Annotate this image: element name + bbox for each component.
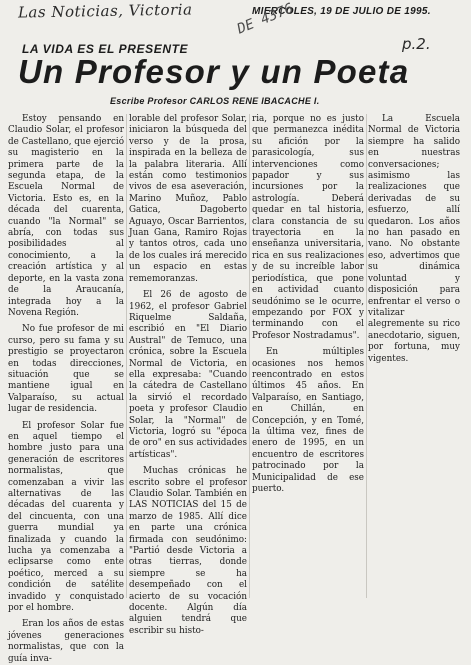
paragraph: Muchas crónicas he escrito sobre el profesor Claudio Solar. También en LAS NOTICIAS del 15 de marzo de 1985. Allí dice en parte una crónica firmada con seudónimo: "Partió desde Victoria a otras tierras, donde siempre se ha desempeñado con el acierto de su vocación docente. Algún día alguien tendrá que escribir su histo- xyxy=(129,466,247,636)
column-rule xyxy=(126,114,127,598)
article-column-1 xyxy=(8,114,124,664)
dateline: MIERCOLES, 19 DE JULIO DE 1995. xyxy=(252,6,431,17)
paragraph: ria, porque no es justo que permanezca inédita su afición por la parasicología, sus intervenciones como papador y sus incursiones por la astrología. Deberá quedar en tal historia, clara constancia de su trayectoria en la enseñanza universitaria, rica en sus realizaciones y de su increíble labor periodística, que pone en actividad cuanto seudónimo se le ocurre, empezando por FOX y terminando con el Profesor Nostradamus". xyxy=(252,114,364,341)
headline: Un Profesor y un Poeta xyxy=(18,53,410,90)
column-rule xyxy=(366,114,367,598)
article-column-4 xyxy=(368,114,460,600)
byline: Escribe Profesor CARLOS RENE IBACACHE I. xyxy=(110,96,320,106)
paragraph: Estoy pensando en Claudio Solar, el profesor de Castellano, que ejerció su magisterio en la primera parte de la segunda etapa, de la Escuela Normal de Victoria. Esto es, en la década del cuarenta, cuando "la Normal" se abría, con todas sus posibilidades al conocimiento, a la creación artística y al deporte, en la vasta zona de la Araucanía, integrada hoy a la Novena Región. xyxy=(8,114,124,318)
page-number: p.2. xyxy=(402,35,431,53)
paragraph: Eran los años de estas jóvenes generaciones normalistas, que con la guía inva- xyxy=(8,619,124,664)
handwritten-note: Las Noticias, Victoria xyxy=(17,0,193,22)
article-column-2 xyxy=(129,114,247,636)
paragraph: El profesor Solar fue en aquel tiempo el hombre justo para una generación de escritores normalistas, que comenzaban a vivir las alternativas de las décadas del cuarenta y del cincuenta, con una guerra mundial ya finalizada y cuando la lucha ya comenzaba a eclipsarse como ente poético, merced a su condición de satélite invadido y conquistado por el hombre. xyxy=(8,420,124,614)
column-rule xyxy=(249,114,250,598)
paragraph: En múltiples ocasiones nos hemos reencontrado en estos últimos 45 años. En Valparaíso, en Santiago, en Chillán, en Concepción, y en Tomé, la última vez, fines de enero de 1995, en un encuentro de escritores patrocinado por la Municipalidad de ese puerto. xyxy=(252,347,364,494)
paragraph: El 26 de agosto de 1962, el profesor Gabriel Riquelme Saldaña, escribió en "El Diario Austral" de Temuco, una crónica, sobre la Escuela Normal de Victoria, en ella expresaba: "Cuando la cátedra de Castellano la sirvió el recordado poeta y profesor Claudio Solar, la "Normal" de Victoria, logró su "época de oro" en sus actividades artísticas". xyxy=(129,290,247,460)
paragraph: No fue profesor de mi curso, pero su fama y su prestigio se proyectaron en todas direcciones, situación que se mantiene igual en Valparaíso, su actual lugar de residencia. xyxy=(8,324,124,415)
section-title: LA VIDA ES EL PRESENTE xyxy=(22,42,189,56)
paragraph: lorable del profesor Solar, iniciaron la búsqueda del verso y de la prosa, inspirada en la belleza de la palabra literaria. Allí están como testimonios vivos de esa aseveración, Marino Muñoz, Pablo Gatica, Dagoberto Aguayo, Oscar Barrientos, Juan Gana, Ramiro Rojas y tantos otros, cada uno de los cuales irá merecido un espacio en estas rememoranzas. xyxy=(129,114,247,284)
archive-stamp: DE 4376 xyxy=(235,0,296,38)
article-column-3 xyxy=(252,114,364,600)
paragraph: La Escuela Normal de Victoria siempre ha salido en nuestras conversaciones; asimismo las realizaciones que derivadas de su esfuerzo, allí quedaron. Los años no han pasado en vano. No obstante eso, advertimos que su dinámica voluntad y disposición para enfrentar el verso o vitalizar alegremente su rico anecdotario, siguen, por fortuna, muy vigentes. xyxy=(368,114,460,364)
